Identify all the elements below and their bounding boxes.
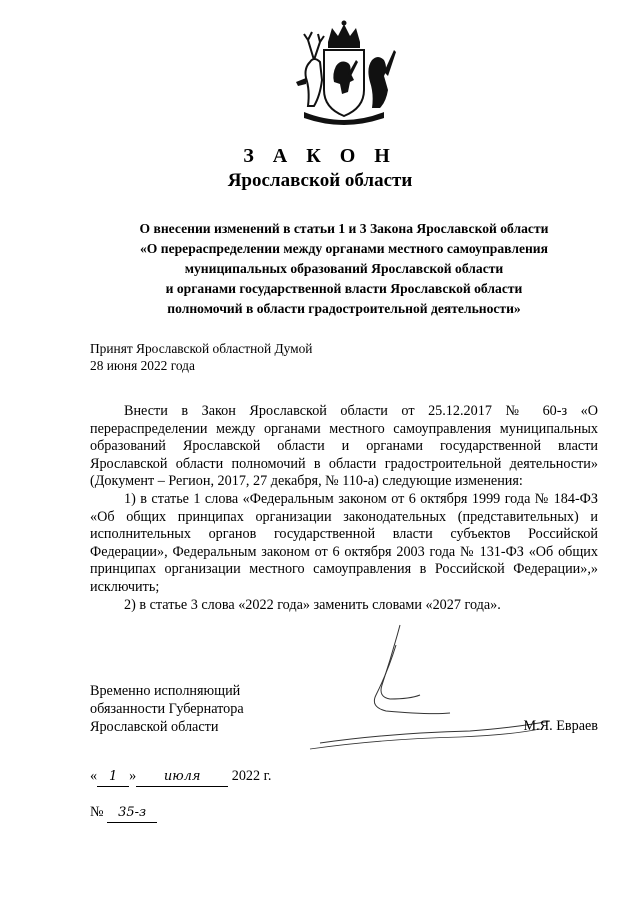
number-prefix: № <box>90 804 104 820</box>
body-intro-paragraph: Внести в Закон Ярославской области от 25.12.2017 № 60-з «О перераспределении между органами местного самоуправления муниципальных образований Ярославской области и органами государственной власти Ярославской области полномочий в области градостроительной деятельности» (Документ – Регион, 2017, 27 декабря, № 110-а) следующие изменения: <box>90 403 598 490</box>
subject-line: О внесении изменений в статьи 1 и 3 Закона Ярославской области <box>139 221 549 236</box>
number-value: 35-з <box>107 804 157 823</box>
date-day: 1 <box>97 768 129 787</box>
signer-name: М.Я. Евраев <box>523 718 598 734</box>
signer-title-line: Ярославской области <box>90 719 219 735</box>
coat-of-arms-emblem <box>284 20 404 132</box>
law-subject <box>90 219 598 319</box>
date-month: июля <box>136 768 228 787</box>
adoption-body: Принят Ярославской областной Думой <box>90 341 313 356</box>
subject-line: полномочий в области градостроительной деятельности» <box>167 301 521 316</box>
law-body <box>90 403 598 614</box>
subject-line: и органами государственной власти Ярославской области <box>165 281 523 296</box>
date-year: 2022 г. <box>231 768 272 784</box>
subject-line: муниципальных образований Ярославской области <box>184 261 504 276</box>
signer-title-line: Временно исполняющий <box>90 683 241 699</box>
adoption-note <box>90 340 312 374</box>
signer-block <box>90 682 244 736</box>
handwritten-signature <box>300 615 560 755</box>
subject-line: «О перераспределении между органами местного самоуправления <box>139 241 548 256</box>
signing-date <box>90 764 271 788</box>
law-number <box>90 800 157 824</box>
adoption-date: 28 июня 2022 года <box>90 358 195 373</box>
signer-title-line: обязанности Губернатора <box>90 701 244 717</box>
document-type-title: З А К О Н <box>243 145 397 167</box>
region-title: Ярославской области <box>227 170 413 191</box>
date-close-quote: » <box>129 768 137 784</box>
body-item-2: 2) в статье 3 слова «2022 года» заменить словами «2027 года». <box>124 596 501 613</box>
date-open-quote: « <box>90 768 98 784</box>
body-item-1: 1) в статье 1 слова «Федеральным законом от 6 октября 1999 года № 184-ФЗ «Об общих принципах организации законодательных (представительных) и исполнительных органов государственной власти субъектов Российской Федерации», Федеральным законом от 6 октября 2003 года № 131-ФЗ «Об общих принципах организации местного самоуправления в Российской Федерации»,» исключить; <box>90 490 598 595</box>
